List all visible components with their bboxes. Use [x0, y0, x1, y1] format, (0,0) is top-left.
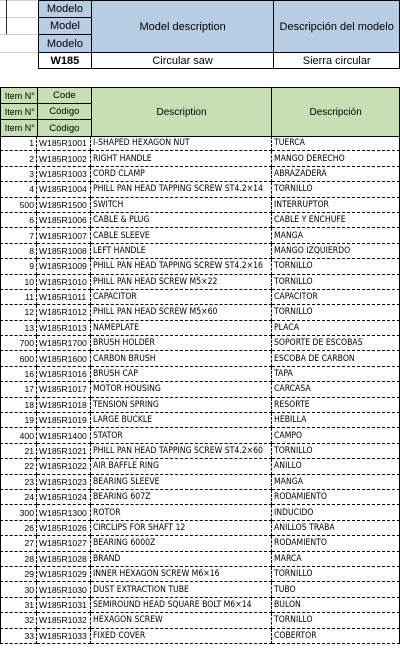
item-code: W185R1500: [37, 198, 91, 213]
item-description: SWITCH: [91, 198, 272, 213]
item-description-es: TORNILLO: [272, 275, 400, 290]
table-row: [0, 444, 400, 459]
item-description: BRAND: [91, 552, 272, 567]
item-description-es: CAPACITOR: [272, 290, 400, 305]
table-row: [0, 213, 400, 228]
table-row: [0, 475, 400, 490]
item-description: LARGE BUCKLE: [91, 413, 272, 428]
item-description-es: INTERRUPTOR: [272, 198, 400, 213]
item-code: W185R1009: [37, 259, 91, 274]
item-code: W185R1028: [37, 552, 91, 567]
table-row: [0, 505, 400, 520]
model-label: Modelo: [39, 1, 92, 18]
item-number: 4: [0, 182, 37, 197]
item-description-es: MANGA: [272, 228, 400, 243]
table-row: [0, 536, 400, 551]
item-description: ROTOR: [91, 505, 272, 520]
table-row: [0, 228, 400, 243]
item-code: W185R1030: [37, 582, 91, 597]
item-number: 16: [0, 367, 37, 382]
item-number: 18: [0, 398, 37, 413]
table-row: [0, 198, 400, 213]
item-description: BEARING SLEEVE: [91, 475, 272, 490]
item-description: CIRCLIPS FOR SHAFT 12: [91, 521, 272, 536]
item-description: LEFT HANDLE: [91, 244, 272, 259]
item-code: W185R1300: [37, 505, 91, 520]
item-description-es: INDUCIDO: [272, 505, 400, 520]
table-row: [0, 351, 400, 366]
item-description-es: HEBILLA: [272, 413, 400, 428]
item-number: 31: [0, 598, 37, 613]
table-row: [0, 136, 400, 151]
item-number-label: Item N°: [1, 104, 38, 120]
item-number: 28: [0, 552, 37, 567]
item-description: RIGHT HANDLE: [91, 151, 272, 166]
model-description-es-header: Descripción del modelo: [274, 1, 400, 53]
item-number-header: [0, 88, 38, 137]
item-description: CABLE SLEEVE: [91, 228, 272, 243]
item-code: W185R1029: [37, 567, 91, 582]
table-row: [0, 490, 400, 505]
item-number: 24: [0, 490, 37, 505]
description-es-header: Descripción: [272, 88, 400, 137]
item-number: 17: [0, 382, 37, 397]
item-description-es: TORNILLO: [272, 182, 400, 197]
item-description: HEXAGON SCREW: [91, 613, 272, 628]
code-label: Código: [38, 120, 92, 137]
table-row: [0, 151, 400, 166]
item-code: W185R1006: [37, 213, 91, 228]
table-row: [0, 290, 400, 305]
item-number: 1: [0, 136, 37, 151]
item-description-es: MANGO IZQUIERDO: [272, 244, 400, 259]
item-number: 33: [0, 629, 37, 644]
item-code: W185R1012: [37, 305, 91, 320]
item-number: 22: [0, 459, 37, 474]
table-row: [0, 275, 400, 290]
item-number: 300: [0, 505, 37, 520]
table-row: [0, 336, 400, 351]
item-code: W185R1026: [37, 521, 91, 536]
table-row: [0, 582, 400, 597]
item-description-es: RESORTE: [272, 398, 400, 413]
table-row: [0, 428, 400, 443]
item-code: W185R1700: [37, 336, 91, 351]
item-description: CAPACITOR: [91, 290, 272, 305]
model-label: Modelo: [39, 35, 92, 53]
item-description: SEMIROUND HEAD SQUARE BOLT M6×14: [91, 598, 272, 613]
item-number-label: Item N°: [1, 88, 38, 104]
model-description-header: Model description: [92, 1, 275, 53]
model-name: Circular saw: [92, 53, 275, 69]
item-number: 23: [0, 475, 37, 490]
item-description: TENSION SPRING: [91, 398, 272, 413]
item-number: 7: [0, 228, 37, 243]
item-number: 6: [0, 213, 37, 228]
table-row: [0, 613, 400, 628]
table-row: [0, 552, 400, 567]
item-description: INNER HEXAGON SCREW M6×16: [91, 567, 272, 582]
table-row: [0, 367, 400, 382]
item-number: 500: [0, 198, 37, 213]
item-description-es: RODAMIENTO: [272, 490, 400, 505]
item-code: W185R1003: [37, 167, 91, 182]
item-code: W185R1027: [37, 536, 91, 551]
item-description: CABLE & PLUG: [91, 213, 272, 228]
item-number: 27: [0, 536, 37, 551]
item-description-es: SOPORTE DE ESCOBAS: [272, 336, 400, 351]
item-number-label: Item N°: [1, 120, 38, 137]
item-code: W185R1033: [37, 629, 91, 644]
item-description: BRUSH HOLDER: [91, 336, 272, 351]
item-description-es: CAMPO: [272, 428, 400, 443]
item-description: I-SHAPED HEXAGON NUT: [91, 136, 272, 151]
item-code: W185R1004: [37, 182, 91, 197]
model-code: W185: [39, 53, 92, 69]
item-code: W185R1022: [37, 459, 91, 474]
item-description-es: TAPA: [272, 367, 400, 382]
item-code: W185R1024: [37, 490, 91, 505]
item-description-es: ESCOBA DE CARBON: [272, 351, 400, 366]
item-code: W185R1600: [37, 351, 91, 366]
item-number: 19: [0, 413, 37, 428]
table-row: [0, 244, 400, 259]
table-row: [0, 598, 400, 613]
item-number: 600: [0, 351, 37, 366]
item-description-es: TUERCA: [272, 136, 400, 151]
code-label: Código: [38, 104, 92, 120]
item-description: PHILL PAN HEAD TAPPING SCREW ST4.2×16: [91, 259, 272, 274]
sheet-gridline: [0, 34, 38, 35]
table-row: [0, 182, 400, 197]
table-row: [0, 321, 400, 336]
sheet-gridline: [0, 52, 38, 53]
item-number: 9: [0, 259, 37, 274]
items-header: [0, 87, 400, 136]
model-label-column: [39, 1, 92, 53]
item-description: MOTOR HOUSING: [91, 382, 272, 397]
item-number: 29: [0, 567, 37, 582]
item-description: AIR BAFFLE RING: [91, 459, 272, 474]
item-code: W185R1017: [37, 382, 91, 397]
item-number: 30: [0, 582, 37, 597]
code-header: [38, 88, 92, 137]
table-row: [0, 398, 400, 413]
item-code: W185R1001: [37, 136, 91, 151]
item-description-es: COBERTOR: [272, 629, 400, 644]
item-description: BEARING 6000Z: [91, 536, 272, 551]
item-description-es: PLACA: [272, 321, 400, 336]
item-number: 12: [0, 305, 37, 320]
item-code: W185R1019: [37, 413, 91, 428]
item-number: 32: [0, 613, 37, 628]
model-header: [38, 0, 400, 69]
item-number: 3: [0, 167, 37, 182]
item-number: 700: [0, 336, 37, 351]
items-table-body: [0, 136, 400, 644]
item-description-es: TORNILLO: [272, 613, 400, 628]
table-row: [0, 305, 400, 320]
item-description: FIXED COVER: [91, 629, 272, 644]
item-description: DUST EXTRACTION TUBE: [91, 582, 272, 597]
item-number: 13: [0, 321, 37, 336]
item-description-es: TORNILLO: [272, 567, 400, 582]
item-number: 400: [0, 428, 37, 443]
table-row: [0, 629, 400, 644]
item-code: W185R1002: [37, 151, 91, 166]
item-description-es: RODAMIENTO: [272, 536, 400, 551]
item-number: 21: [0, 444, 37, 459]
item-description: PHILL PAN HEAD TAPPING SCREW ST4.2×14: [91, 182, 272, 197]
item-description: PHILL PAN HEAD TAPPING SCREW ST4.2×60: [91, 444, 272, 459]
item-description-es: MANGA: [272, 475, 400, 490]
item-description: BEARING 607Z: [91, 490, 272, 505]
item-description-es: MARCA: [272, 552, 400, 567]
item-number: 11: [0, 290, 37, 305]
item-code: W185R1400: [37, 428, 91, 443]
item-code: W185R1021: [37, 444, 91, 459]
model-name-es: Sierra circular: [274, 53, 400, 69]
item-number: 26: [0, 521, 37, 536]
table-row: [0, 521, 400, 536]
table-row: [0, 167, 400, 182]
table-row: [0, 459, 400, 474]
item-description: BRUSH CAP: [91, 367, 272, 382]
model-label: Model: [39, 18, 92, 35]
item-description-es: MANGO DERECHO: [272, 151, 400, 166]
item-code: W185R1018: [37, 398, 91, 413]
item-code: W185R1032: [37, 613, 91, 628]
item-description-es: BULON: [272, 598, 400, 613]
item-description: CORD CLAMP: [91, 167, 272, 182]
item-code: W185R1011: [37, 290, 91, 305]
item-code: W185R1007: [37, 228, 91, 243]
item-description-es: TORNILLO: [272, 305, 400, 320]
item-description-es: ANILLO: [272, 459, 400, 474]
item-description-es: ANILLOS TRABA: [272, 521, 400, 536]
table-row: [0, 259, 400, 274]
item-description: NAMEPLATE: [91, 321, 272, 336]
item-description-es: CARCASA: [272, 382, 400, 397]
item-code: W185R1023: [37, 475, 91, 490]
item-code: W185R1013: [37, 321, 91, 336]
item-number: 2: [0, 151, 37, 166]
item-description-es: CABLE Y ENCHUFE: [272, 213, 400, 228]
item-code: W185R1008: [37, 244, 91, 259]
item-number: 8: [0, 244, 37, 259]
item-description: PHILL PAN HEAD SCREW M5×60: [91, 305, 272, 320]
item-code: W185R1031: [37, 598, 91, 613]
item-code: W185R1016: [37, 367, 91, 382]
item-code: W185R1010: [37, 275, 91, 290]
table-row: [0, 413, 400, 428]
item-description-es: TORNILLO: [272, 444, 400, 459]
code-label: Code: [38, 88, 92, 104]
item-description-es: TUBO: [272, 582, 400, 597]
table-row: [0, 382, 400, 397]
item-description: PHILL PAN HEAD SCREW M5×22: [91, 275, 272, 290]
item-description-es: ABRAZADERA: [272, 167, 400, 182]
item-description-es: TORNILLO: [272, 259, 400, 274]
selected-cell-edge: [6, 0, 7, 34]
description-header: Description: [92, 88, 273, 137]
item-description: STATOR: [91, 428, 272, 443]
item-number: 10: [0, 275, 37, 290]
table-row: [0, 567, 400, 582]
item-description: CARBON BRUSH: [91, 351, 272, 366]
